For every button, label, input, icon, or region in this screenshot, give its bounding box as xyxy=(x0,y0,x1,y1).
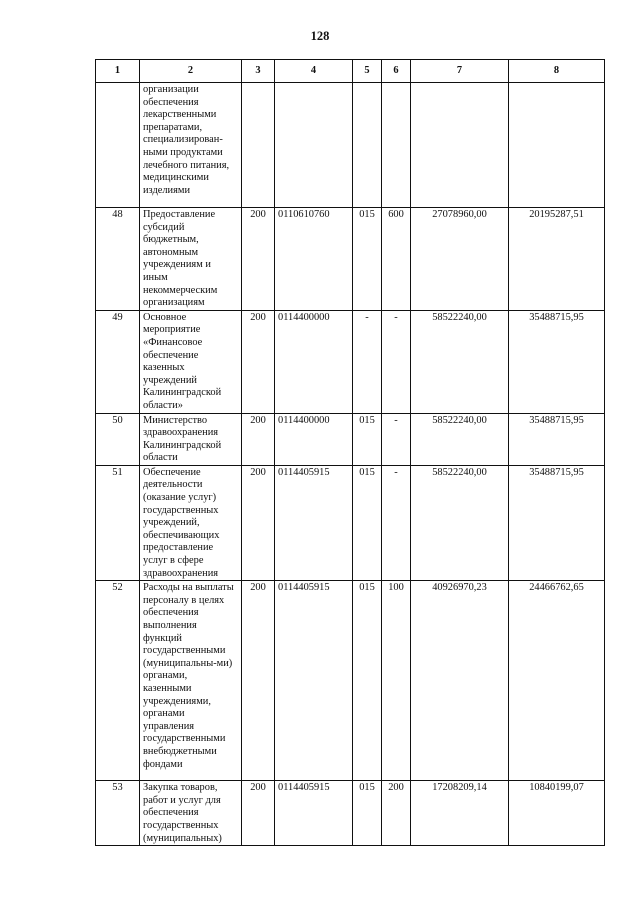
table-row xyxy=(96,310,605,413)
cell-col5: 015 xyxy=(353,781,382,846)
cell-col4: 0114400000 xyxy=(275,413,353,465)
cell-col5: 015 xyxy=(353,208,382,311)
header-cell-8: 8 xyxy=(509,60,605,83)
budget-table xyxy=(95,59,605,846)
header-cell-6: 6 xyxy=(382,60,411,83)
cell-col6: 200 xyxy=(382,781,411,846)
row-number: 50 xyxy=(96,413,140,465)
cell-col7: 58522240,00 xyxy=(411,413,509,465)
cell-col3: 200 xyxy=(242,208,275,311)
table-row xyxy=(96,208,605,311)
cell-col8: 35488715,95 xyxy=(509,465,605,580)
header-cell-2: 2 xyxy=(140,60,242,83)
table-row xyxy=(96,465,605,580)
expense-name: Расходы на выплаты персоналу в целях обеспечения выполнения функций государственными (муниципальны-ми) органами, казенными учреждениями, органами управления государственными внебюджетными фондами xyxy=(140,581,242,781)
cell-col6: 600 xyxy=(382,208,411,311)
cell-col8 xyxy=(509,83,605,208)
header-cell-3: 3 xyxy=(242,60,275,83)
row-number xyxy=(96,83,140,208)
cell-col7: 40926970,23 xyxy=(411,581,509,781)
header-cell-7: 7 xyxy=(411,60,509,83)
expense-name: Закупка товаров, работ и услуг для обеспечения государственных (муниципальных) xyxy=(140,781,242,846)
cell-col5 xyxy=(353,83,382,208)
cell-col4: 0110610760 xyxy=(275,208,353,311)
cell-col8: 20195287,51 xyxy=(509,208,605,311)
header-cell-1: 1 xyxy=(96,60,140,83)
cell-col8: 35488715,95 xyxy=(509,413,605,465)
cell-col8: 10840199,07 xyxy=(509,781,605,846)
table-row xyxy=(96,83,605,208)
cell-col3 xyxy=(242,83,275,208)
cell-col5: 015 xyxy=(353,465,382,580)
row-number: 52 xyxy=(96,581,140,781)
cell-col8: 24466762,65 xyxy=(509,581,605,781)
cell-col6: 100 xyxy=(382,581,411,781)
row-number: 48 xyxy=(96,208,140,311)
cell-col3: 200 xyxy=(242,465,275,580)
cell-col3: 200 xyxy=(242,781,275,846)
cell-col5: 015 xyxy=(353,581,382,781)
expense-name: Обеспечение деятельности (оказание услуг) государственных учреждений, обеспечивающих предоставление услуг в сфере здравоохранения xyxy=(140,465,242,580)
expense-name: Предоставление субсидий бюджетным, автономным учреждениям и иным некоммерческим организациям xyxy=(140,208,242,311)
cell-col4: 0114405915 xyxy=(275,581,353,781)
cell-col7: 58522240,00 xyxy=(411,465,509,580)
cell-col4: 0114400000 xyxy=(275,310,353,413)
table-row xyxy=(96,581,605,781)
cell-col7: 17208209,14 xyxy=(411,781,509,846)
table-row xyxy=(96,781,605,846)
cell-col4: 0114405915 xyxy=(275,781,353,846)
cell-col6: - xyxy=(382,465,411,580)
row-number: 51 xyxy=(96,465,140,580)
cell-col3: 200 xyxy=(242,413,275,465)
table-row xyxy=(96,413,605,465)
header-row xyxy=(96,60,605,83)
cell-col3: 200 xyxy=(242,310,275,413)
header-cell-4: 4 xyxy=(275,60,353,83)
page-number: 128 xyxy=(310,29,330,43)
cell-col3: 200 xyxy=(242,581,275,781)
cell-col4 xyxy=(275,83,353,208)
row-number: 49 xyxy=(96,310,140,413)
cell-col5: 015 xyxy=(353,413,382,465)
expense-name: Министерство здравоохранения Калининградской области xyxy=(140,413,242,465)
cell-col4: 0114405915 xyxy=(275,465,353,580)
cell-col5: - xyxy=(353,310,382,413)
cell-col7: 58522240,00 xyxy=(411,310,509,413)
cell-col6 xyxy=(382,83,411,208)
row-number: 53 xyxy=(96,781,140,846)
cell-col7 xyxy=(411,83,509,208)
expense-name: Основное мероприятие «Финансовое обеспечение казенных учреждений Калининградской области» xyxy=(140,310,242,413)
cell-col6: - xyxy=(382,310,411,413)
cell-col6: - xyxy=(382,413,411,465)
header-cell-5: 5 xyxy=(353,60,382,83)
cell-col7: 27078960,00 xyxy=(411,208,509,311)
expense-name: организации обеспечения лекарственными препаратами, специализирован-ными продуктами лечебного питания, медицинскими изделиями xyxy=(140,83,242,208)
cell-col8: 35488715,95 xyxy=(509,310,605,413)
